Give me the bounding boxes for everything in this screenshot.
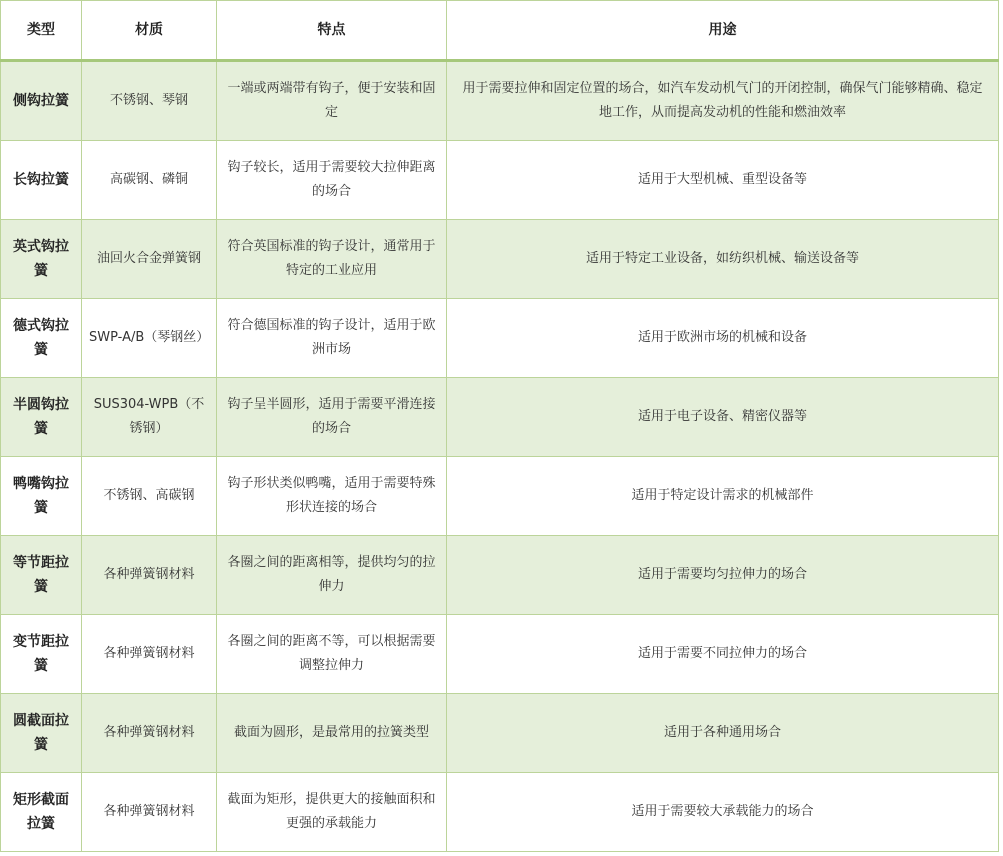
cell-type: 鸭嘴钩拉簧: [1, 457, 82, 536]
cell-material: SWP-A/B（琴钢丝）: [82, 299, 217, 378]
cell-type: 德式钩拉簧: [1, 299, 82, 378]
cell-material: SUS304-WPB（不锈钢）: [82, 378, 217, 457]
cell-use: 适用于需要不同拉伸力的场合: [447, 615, 999, 694]
cell-material: 不锈钢、琴钢: [82, 61, 217, 141]
table-row: [1, 615, 999, 694]
cell-use: 适用于欧洲市场的机械和设备: [447, 299, 999, 378]
cell-material: 各种弹簧钢材料: [82, 773, 217, 852]
cell-feature: 钩子较长，适用于需要较大拉伸距离的场合: [217, 141, 447, 220]
cell-use: 适用于各种通用场合: [447, 694, 999, 773]
table-row: [1, 536, 999, 615]
cell-use: 适用于电子设备、精密仪器等: [447, 378, 999, 457]
cell-material: 各种弹簧钢材料: [82, 536, 217, 615]
cell-type: 半圆钩拉簧: [1, 378, 82, 457]
table-row: [1, 61, 999, 141]
cell-use: 适用于需要均匀拉伸力的场合: [447, 536, 999, 615]
cell-feature: 各圈之间的距离相等，提供均匀的拉伸力: [217, 536, 447, 615]
cell-feature: 符合德国标准的钩子设计，适用于欧洲市场: [217, 299, 447, 378]
table-row: [1, 141, 999, 220]
cell-feature: 各圈之间的距离不等，可以根据需要调整拉伸力: [217, 615, 447, 694]
cell-type: 等节距拉簧: [1, 536, 82, 615]
table-body: [1, 61, 999, 852]
cell-feature: 截面为圆形，是最常用的拉簧类型: [217, 694, 447, 773]
cell-material: 各种弹簧钢材料: [82, 615, 217, 694]
table-row: [1, 457, 999, 536]
cell-feature: 符合英国标准的钩子设计，通常用于特定的工业应用: [217, 220, 447, 299]
cell-material: 油回火合金弹簧钢: [82, 220, 217, 299]
cell-material: 不锈钢、高碳钢: [82, 457, 217, 536]
cell-material: 高碳钢、磷铜: [82, 141, 217, 220]
table-row: [1, 378, 999, 457]
table-header: [1, 1, 999, 61]
table-row: [1, 299, 999, 378]
cell-type: 英式钩拉簧: [1, 220, 82, 299]
table-row: [1, 220, 999, 299]
header-feature: 特点: [217, 1, 447, 61]
cell-use: 适用于特定设计需求的机械部件: [447, 457, 999, 536]
cell-material: 各种弹簧钢材料: [82, 694, 217, 773]
cell-feature: 截面为矩形，提供更大的接触面积和更强的承载能力: [217, 773, 447, 852]
cell-feature: 钩子形状类似鸭嘴，适用于需要特殊形状连接的场合: [217, 457, 447, 536]
table-row: [1, 773, 999, 852]
cell-use: 用于需要拉伸和固定位置的场合，如汽车发动机气门的开闭控制，确保气门能够精确、稳定地工作，从而提高发动机的性能和燃油效率: [447, 61, 999, 141]
cell-use: 适用于需要较大承载能力的场合: [447, 773, 999, 852]
cell-type: 圆截面拉簧: [1, 694, 82, 773]
header-row: [1, 1, 999, 61]
cell-type: 长钩拉簧: [1, 141, 82, 220]
cell-feature: 一端或两端带有钩子，便于安装和固定: [217, 61, 447, 141]
header-use: 用途: [447, 1, 999, 61]
cell-type: 变节距拉簧: [1, 615, 82, 694]
cell-type: 侧钩拉簧: [1, 61, 82, 141]
cell-feature: 钩子呈半圆形，适用于需要平滑连接的场合: [217, 378, 447, 457]
cell-use: 适用于特定工业设备，如纺织机械、输送设备等: [447, 220, 999, 299]
cell-type: 矩形截面拉簧: [1, 773, 82, 852]
cell-use: 适用于大型机械、重型设备等: [447, 141, 999, 220]
header-material: 材质: [82, 1, 217, 61]
table-row: [1, 694, 999, 773]
header-type: 类型: [1, 1, 82, 61]
